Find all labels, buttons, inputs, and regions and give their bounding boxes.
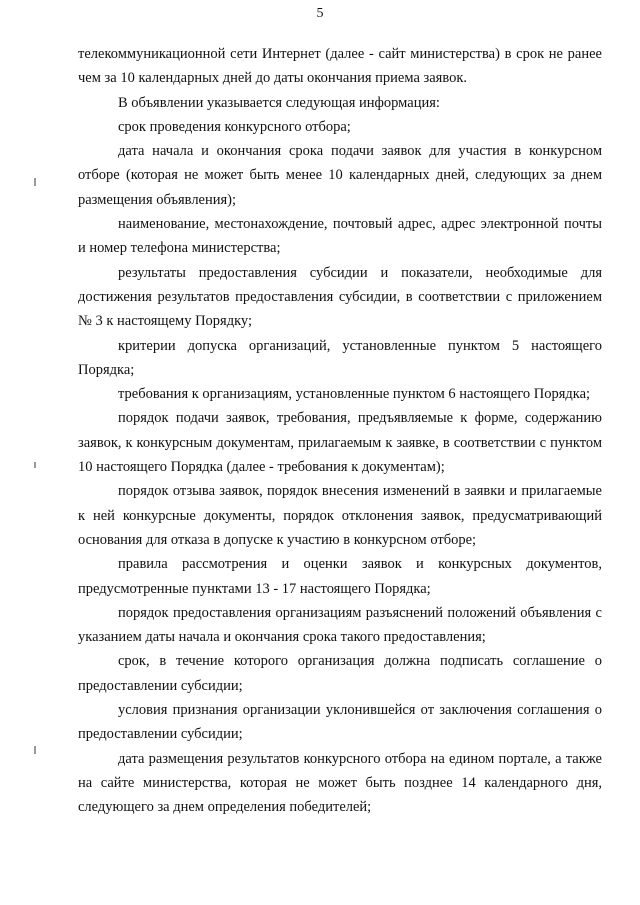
list-item: дата начала и окончания срока подачи заявок для участия в конкурсном отборе (которая не может быть менее 10 календарных дней, следующих за днем размещения объявления);	[78, 143, 602, 208]
list-item: критерии допуска организаций, установленные пунктом 5 настоящего Порядка;	[78, 337, 602, 378]
margin-mark	[34, 178, 36, 186]
list-item: наименование, местонахождение, почтовый адрес, адрес электронной почты и номер телефона министерства;	[78, 216, 602, 257]
list-item: дата размещения результатов конкурсного отбора на едином портале, а также на сайте министерства, которая не может быть позднее 14 календарного дня, следующего за днем определения победителей;	[78, 750, 602, 816]
list-item: срок, в течение которого организация должна подписать соглашение о предоставлении субсидии;	[78, 653, 602, 694]
list-item: порядок отзыва заявок, порядок внесения изменений в заявки и прилагаемые к ней конкурсные документы, порядок отклонения заявок, предусматривающий основания для отказа в допуске к участию в конкурсном отборе;	[78, 483, 602, 548]
list-item: результаты предоставления субсидии и показатели, необходимые для достижения результатов предоставления субсидии, в соответствии с приложением № 3 к настоящему Порядку;	[78, 264, 602, 330]
list-item: требования к организациям, установленные пунктом 6 настоящего Порядка;	[118, 386, 591, 403]
list-item: порядок предоставления организациям разъяснений положений объявления с указанием даты начала и окончания срока такого предоставления;	[78, 604, 602, 646]
list-item: срок проведения конкурсного отбора;	[118, 118, 351, 135]
list-item: правила рассмотрения и оценки заявок и конкурсных документов, предусмотренные пунктами 13 - 17 настоящего Порядка;	[78, 556, 602, 597]
paragraph: В объявлении указывается следующая информация:	[118, 94, 440, 111]
margin-mark	[34, 462, 36, 468]
document-body	[78, 42, 602, 820]
margin-mark	[34, 746, 36, 754]
page-number: 5	[316, 6, 324, 21]
list-item: условия признания организации уклонившейся от заключения соглашения о предоставлении субсидии;	[78, 702, 602, 743]
list-item: порядок подачи заявок, требования, предъявляемые к форме, содержанию заявок, к конкурсным документам, прилагаемым к заявке, в соответствии с пунктом 10 настоящего Порядка (далее - требования к документам);	[78, 410, 602, 476]
paragraph-continuation: телекоммуникационной сети Интернет (далее - сайт министерства) в срок не ранее чем за 10 календарных дней до даты окончания приема заявок.	[78, 46, 602, 87]
